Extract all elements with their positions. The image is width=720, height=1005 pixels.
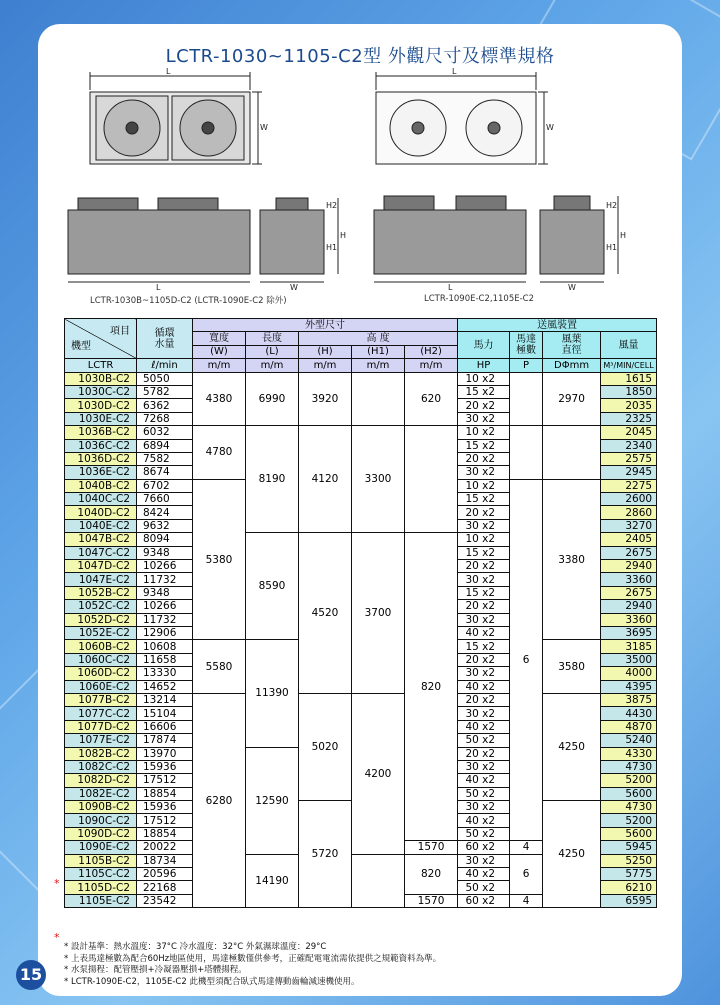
hp-cell: 30 x2 — [458, 466, 510, 479]
airflow-cell: 5600 — [601, 787, 657, 800]
flow-cell: 18854 — [137, 827, 193, 840]
airflow-cell: 2575 — [601, 452, 657, 465]
flow-cell: 23542 — [137, 894, 193, 907]
spec-table: 項目 機型 循環 水量 外型尺寸 送風裝置 寬度 長度 高 度 馬力 馬達 極數 風葉 直徑 風量 (W) (L) (H) (H1) (H2) LCTR ℓ/min m/m m/m m/m m/m m/m HP P DΦmm M³/MIN/CELL 1030B-C2 5050 4380 6990 3920 620 10 x2 2970 1615 1030C-C2 5782 15 x2 1850 1030D-C2 6362 20 x2 2035 1030E-C2 7268 30 x2 2325 1036B-C2 6032 4780 8190 4120 3300 10 x2 2045 1036C-C2 6894 15 x2 2340 1036D-C2 7582 20 x2 2575 1036E-C2 8674 30 x2 2945 1040B-C2 6702 5380 10 x2 6 3380 2275 1040C-C2 7660 15 x2 2600 1040D-C2 8424 20 x2 2860 1040E-C2 9632 30 x2 3270 1047B-C2 8094 8590 4520 3700 820 10 x2 2405 1047C-C2 9348 15 x2 2675 1047D-C2 10266 20 x2 2940 1047E-C2 11732 30 x2 3360 1052B-C2 9348 15 x2 2675 1052C-C2 10266 20 x2 2940 1052D-C2 11732 30 x2 3360 1052E-C2 12906 40 x2 3695 1060B-C2 10608 5580 11390 15 x2 3580 3185 1060C-C2 11658 20 x2 3500 1060D-C2 13330 30 x2 4000 1060E-C2 14652 40 x2 4395 1077B-C2 13214 6280 5020 4200 20 x2 4250 3875 1077C-C2 15104 30 x2 4430 1077D-C2 16606 40 x2 4870 1077E-C2 17874 50 x2 5240 1082B-C2 13970 12590 20 x2 4330 1082C-C2 15936 30 x2 4730 1082D-C2 17512 40 x2 5200 1082E-C2 18854 50 x2 5600 1090B-C2 15936 5720 30 x2 4250 4730 1090C-C2 17512 40 x2 5200 1090D-C2 18854 50 x2 5600 1090E-C2 20022 1570 60 x2 4 5945 1105B-C2 18734 14190 820 30 x2 6 5250 1105C-C2 20596 40 x2 5775 1105D-C2 22168 50 x2 6210 1105E-C2 23542 1570 60 x2 4 6595 — [64, 318, 657, 908]
flow-cell: 9632 — [137, 519, 193, 532]
model-cell: 1052E-C2 — [65, 626, 137, 639]
merged-cell: 820 — [405, 854, 458, 894]
merged-cell: 3920 — [299, 372, 352, 426]
airflow-cell: 2035 — [601, 399, 657, 412]
merged-cell: 12590 — [246, 747, 299, 854]
hp-cell: 40 x2 — [458, 626, 510, 639]
merged-cell: 8190 — [246, 426, 299, 533]
merged-cell: 4200 — [352, 693, 405, 854]
airflow-cell: 3270 — [601, 519, 657, 532]
hp-cell: 30 x2 — [458, 667, 510, 680]
airflow-cell: 2600 — [601, 493, 657, 506]
header-fan: 送風裝置 — [458, 319, 657, 332]
flow-cell: 15104 — [137, 707, 193, 720]
airflow-cell: 3360 — [601, 613, 657, 626]
svg-text:H2: H2 — [326, 201, 338, 210]
flow-cell: 12906 — [137, 626, 193, 639]
hp-cell: 10 x2 — [458, 479, 510, 492]
hp-cell: 60 x2 — [458, 841, 510, 854]
merged-cell: 5580 — [193, 640, 246, 694]
merged-cell: 4 — [510, 894, 543, 907]
hp-cell: 40 x2 — [458, 814, 510, 827]
header-dimensions: 外型尺寸 — [193, 319, 458, 332]
hp-cell: 15 x2 — [458, 586, 510, 599]
hp-cell: 20 x2 — [458, 747, 510, 760]
merged-cell: 6990 — [246, 372, 299, 426]
model-cell: 1060B-C2 — [65, 640, 137, 653]
model-cell: 1105D-C2 — [65, 881, 137, 894]
merged-cell: 4380 — [193, 372, 246, 426]
hp-cell: 40 x2 — [458, 720, 510, 733]
merged-cell — [352, 854, 405, 908]
airflow-cell: 3875 — [601, 693, 657, 706]
model-cell: 1077C-C2 — [65, 707, 137, 720]
hp-cell: 20 x2 — [458, 399, 510, 412]
model-cell: 1090C-C2 — [65, 814, 137, 827]
merged-cell: 4780 — [193, 426, 246, 480]
flow-cell: 6894 — [137, 439, 193, 452]
airflow-cell: 4330 — [601, 747, 657, 760]
model-cell: 1030D-C2 — [65, 399, 137, 412]
hp-cell: 15 x2 — [458, 546, 510, 559]
flow-cell: 5782 — [137, 385, 193, 398]
merged-cell — [510, 372, 543, 426]
merged-cell: 3300 — [352, 426, 405, 533]
page-title: LCTR-1030~1105-C2型 外觀尺寸及標準規格 — [165, 46, 555, 67]
merged-cell: 5720 — [299, 801, 352, 908]
table-row — [65, 372, 657, 385]
airflow-cell: 3185 — [601, 640, 657, 653]
flow-cell: 13970 — [137, 747, 193, 760]
flow-cell: 6032 — [137, 426, 193, 439]
hp-cell: 15 x2 — [458, 493, 510, 506]
flow-cell: 9348 — [137, 546, 193, 559]
hp-cell: 30 x2 — [458, 760, 510, 773]
flow-cell: 14652 — [137, 680, 193, 693]
airflow-cell: 3360 — [601, 573, 657, 586]
svg-text:H1: H1 — [326, 243, 338, 252]
model-cell: 1090D-C2 — [65, 827, 137, 840]
model-cell: 1060E-C2 — [65, 680, 137, 693]
airflow-cell: 6595 — [601, 894, 657, 907]
airflow-cell: 5775 — [601, 868, 657, 881]
flow-cell: 11732 — [137, 573, 193, 586]
airflow-cell: 2340 — [601, 439, 657, 452]
svg-text:W: W — [290, 283, 298, 292]
hp-cell: 20 x2 — [458, 506, 510, 519]
airflow-cell: 2675 — [601, 586, 657, 599]
notes — [64, 942, 441, 988]
hp-cell: 50 x2 — [458, 827, 510, 840]
model-cell: 1040E-C2 — [65, 519, 137, 532]
merged-cell: 4 — [510, 841, 543, 854]
model-cell: 1052C-C2 — [65, 600, 137, 613]
model-cell: 1036E-C2 — [65, 466, 137, 479]
table-row — [65, 693, 657, 706]
flow-cell: 22168 — [137, 881, 193, 894]
model-cell: 1060D-C2 — [65, 667, 137, 680]
hp-cell: 20 x2 — [458, 693, 510, 706]
hp-cell: 20 x2 — [458, 560, 510, 573]
airflow-cell: 6210 — [601, 881, 657, 894]
flow-cell: 7582 — [137, 452, 193, 465]
airflow-cell: 5250 — [601, 854, 657, 867]
airflow-cell: 4870 — [601, 720, 657, 733]
page-number: 15 — [16, 960, 46, 990]
hp-cell: 30 x2 — [458, 573, 510, 586]
model-cell: 1040B-C2 — [65, 479, 137, 492]
flow-cell: 8674 — [137, 466, 193, 479]
drawing-caption-left: LCTR-1030B~1105D-C2 (LCTR-1090E-C2 除外) — [90, 296, 287, 306]
airflow-cell: 2325 — [601, 412, 657, 425]
hp-cell: 10 x2 — [458, 533, 510, 546]
airflow-cell: 3695 — [601, 626, 657, 639]
model-cell: 1036D-C2 — [65, 452, 137, 465]
airflow-cell: 4000 — [601, 667, 657, 680]
airflow-cell: 1850 — [601, 385, 657, 398]
hp-cell: 30 x2 — [458, 801, 510, 814]
hp-cell: 15 x2 — [458, 439, 510, 452]
model-cell: 1060C-C2 — [65, 653, 137, 666]
merged-cell: 3380 — [543, 479, 601, 640]
flow-cell: 17874 — [137, 734, 193, 747]
airflow-cell: 2045 — [601, 426, 657, 439]
flow-cell: 6702 — [137, 479, 193, 492]
merged-cell: 6 — [510, 854, 543, 894]
airflow-cell: 4730 — [601, 760, 657, 773]
airflow-cell: 5200 — [601, 774, 657, 787]
merged-cell — [405, 426, 458, 533]
airflow-cell: 2275 — [601, 479, 657, 492]
flow-cell: 15936 — [137, 760, 193, 773]
airflow-cell: 3500 — [601, 653, 657, 666]
merged-cell: 4120 — [299, 426, 352, 533]
hp-cell: 20 x2 — [458, 600, 510, 613]
hp-cell: 40 x2 — [458, 680, 510, 693]
merged-cell: 2970 — [543, 372, 601, 426]
flow-cell: 20596 — [137, 868, 193, 881]
hp-cell: 30 x2 — [458, 412, 510, 425]
flow-cell: 17512 — [137, 814, 193, 827]
hp-cell: 40 x2 — [458, 774, 510, 787]
hp-cell: 30 x2 — [458, 854, 510, 867]
flow-cell: 20022 — [137, 841, 193, 854]
model-cell: 1040D-C2 — [65, 506, 137, 519]
flow-cell: 7268 — [137, 412, 193, 425]
merged-cell: 6 — [510, 479, 543, 841]
model-cell: 1105B-C2 — [65, 854, 137, 867]
model-cell: 1036C-C2 — [65, 439, 137, 452]
hp-cell: 30 x2 — [458, 613, 510, 626]
svg-text:H1: H1 — [606, 243, 618, 252]
merged-cell: 5380 — [193, 479, 246, 640]
model-cell: 1040C-C2 — [65, 493, 137, 506]
airflow-cell: 1615 — [601, 372, 657, 385]
model-cell: 1052B-C2 — [65, 586, 137, 599]
hp-cell: 20 x2 — [458, 653, 510, 666]
merged-cell: 11390 — [246, 640, 299, 747]
cooling-tower-drawings — [38, 24, 682, 324]
table-row — [65, 426, 657, 439]
hp-cell: 50 x2 — [458, 734, 510, 747]
svg-text:W: W — [568, 283, 576, 292]
airflow-cell: 5240 — [601, 734, 657, 747]
airflow-cell: 2860 — [601, 506, 657, 519]
flow-cell: 11732 — [137, 613, 193, 626]
merged-cell: 6280 — [193, 693, 246, 907]
model-cell: 1077D-C2 — [65, 720, 137, 733]
hp-cell: 50 x2 — [458, 881, 510, 894]
flow-cell: 11658 — [137, 653, 193, 666]
airflow-cell: 5200 — [601, 814, 657, 827]
dim-l-label: L — [166, 67, 171, 76]
model-cell: 1030B-C2 — [65, 372, 137, 385]
airflow-cell: 4395 — [601, 680, 657, 693]
model-cell: 1105C-C2 — [65, 868, 137, 881]
model-cell: 1082B-C2 — [65, 747, 137, 760]
header-circulation: 循環 水量 — [137, 319, 193, 359]
airflow-cell: 4730 — [601, 801, 657, 814]
hp-cell: 10 x2 — [458, 426, 510, 439]
merged-cell: 820 — [405, 533, 458, 841]
note-line: * 水泵揚程：配管壓損+冷凝器壓損+塔體揚程。 — [64, 965, 247, 976]
airflow-cell: 2940 — [601, 560, 657, 573]
flow-cell: 15936 — [137, 801, 193, 814]
flow-cell: 13214 — [137, 693, 193, 706]
flow-cell: 18854 — [137, 787, 193, 800]
airflow-cell: 4430 — [601, 707, 657, 720]
note-star-1090e: * — [54, 877, 60, 890]
airflow-cell: 2945 — [601, 466, 657, 479]
flow-cell: 16606 — [137, 720, 193, 733]
merged-cell: 8590 — [246, 533, 299, 640]
merged-cell: 3580 — [543, 640, 601, 694]
flow-cell: 5050 — [137, 372, 193, 385]
hp-cell: 60 x2 — [458, 894, 510, 907]
flow-cell: 13330 — [137, 667, 193, 680]
model-cell: 1047D-C2 — [65, 560, 137, 573]
note-line: * LCTR-1090E-C2，1105E-C2 此機型須配合臥式馬達傳動齒輪減速機使用。 — [64, 976, 360, 987]
flow-cell: 7660 — [137, 493, 193, 506]
svg-text:W: W — [546, 123, 554, 132]
merged-cell: 4520 — [299, 533, 352, 694]
flow-cell: 17512 — [137, 774, 193, 787]
flow-cell: 9348 — [137, 586, 193, 599]
model-cell: 1105E-C2 — [65, 894, 137, 907]
flow-cell: 8094 — [137, 533, 193, 546]
merged-cell: 5020 — [299, 693, 352, 800]
note-line: * 設計基準：熱水溫度：37°C 冷水溫度：32°C 外氣濕球溫度：29°C — [64, 942, 327, 952]
hp-cell: 50 x2 — [458, 787, 510, 800]
svg-text:L: L — [452, 67, 457, 76]
merged-cell: 4250 — [543, 801, 601, 908]
merged-cell: 620 — [405, 372, 458, 426]
flow-cell: 10266 — [137, 560, 193, 573]
model-cell: 1077B-C2 — [65, 693, 137, 706]
merged-cell — [543, 426, 601, 480]
merged-cell: 4250 — [543, 693, 601, 800]
flow-cell: 6362 — [137, 399, 193, 412]
merged-cell: 14190 — [246, 854, 299, 908]
airflow-cell: 5600 — [601, 827, 657, 840]
hp-cell: 30 x2 — [458, 519, 510, 532]
flow-cell: 10608 — [137, 640, 193, 653]
svg-text:W: W — [260, 123, 268, 132]
airflow-cell: 2405 — [601, 533, 657, 546]
model-cell: 1030C-C2 — [65, 385, 137, 398]
model-cell: 1090B-C2 — [65, 801, 137, 814]
svg-text:H2: H2 — [606, 201, 618, 210]
model-cell: 1082E-C2 — [65, 787, 137, 800]
flow-cell: 10266 — [137, 600, 193, 613]
hp-cell: 20 x2 — [458, 452, 510, 465]
model-cell: 1077E-C2 — [65, 734, 137, 747]
svg-text:L: L — [448, 283, 453, 292]
model-cell: 1052D-C2 — [65, 613, 137, 626]
model-cell: 1047C-C2 — [65, 546, 137, 559]
svg-text:H: H — [340, 231, 347, 240]
flow-cell: 8424 — [137, 506, 193, 519]
note-star-1105e: * — [54, 931, 60, 944]
model-cell: 1082C-C2 — [65, 760, 137, 773]
hp-cell: 15 x2 — [458, 385, 510, 398]
svg-text:H: H — [620, 231, 627, 240]
merged-cell: 1570 — [405, 841, 458, 854]
hp-cell: 10 x2 — [458, 372, 510, 385]
model-cell: 1082D-C2 — [65, 774, 137, 787]
hp-cell: 30 x2 — [458, 707, 510, 720]
flow-cell: 18734 — [137, 854, 193, 867]
model-cell: 1036B-C2 — [65, 426, 137, 439]
model-cell: 1047E-C2 — [65, 573, 137, 586]
airflow-cell: 2940 — [601, 600, 657, 613]
hp-cell: 15 x2 — [458, 640, 510, 653]
merged-cell — [352, 372, 405, 426]
airflow-cell: 2675 — [601, 546, 657, 559]
note-line: * 上表馬達極數為配合60Hz地區使用，馬達極數僅供參考，正確配電電流需依提供之規範資料為準。 — [64, 953, 442, 964]
airflow-cell: 5945 — [601, 841, 657, 854]
model-cell: 1090E-C2 — [65, 841, 137, 854]
svg-text:L: L — [156, 283, 161, 292]
page-card — [38, 24, 682, 996]
model-cell: 1030E-C2 — [65, 412, 137, 425]
merged-cell: 1570 — [405, 894, 458, 907]
hp-cell: 40 x2 — [458, 868, 510, 881]
drawing-caption-right: LCTR-1090E-C2,1105E-C2 — [424, 294, 535, 304]
model-cell: 1047B-C2 — [65, 533, 137, 546]
merged-cell: 3700 — [352, 533, 405, 694]
header-item-model: 項目 機型 — [65, 319, 137, 359]
merged-cell — [510, 426, 543, 480]
